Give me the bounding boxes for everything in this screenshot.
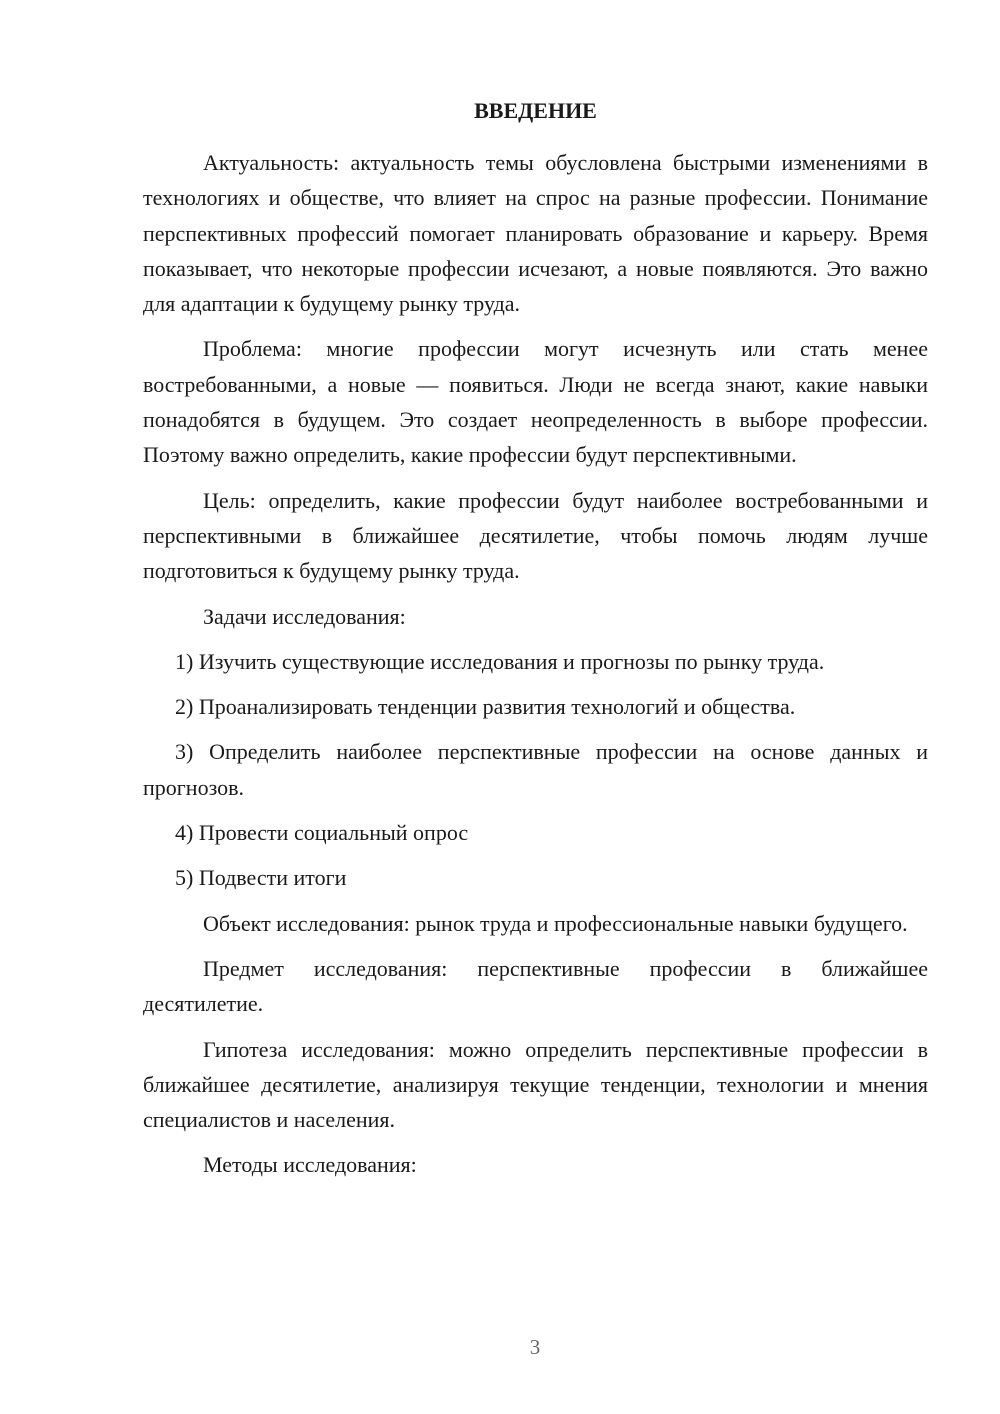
- task-item: 1) Изучить существующие исследования и прогнозы по рынку труда.: [175, 648, 825, 674]
- task-item: 5) Подвести итоги: [175, 865, 347, 891]
- task-item: 3) Определить наиболее перспективные профессии на основе данных и прогнозов.: [143, 739, 928, 800]
- paragraph-tasks-intro: Задачи исследования:: [203, 603, 406, 629]
- paragraph-object: Объект исследования: рынок труда и профессиональные навыки будущего.: [203, 910, 908, 936]
- paragraph-goal: Цель: определить, какие профессии будут наиболее востребованными и перспективными в ближайшее десятилетие, чтобы помочь людям лучше подготовиться к будущему рынку труда.: [143, 487, 928, 584]
- paragraph-subject: Предмет исследования: перспективные профессии в ближайшее десятилетие.: [143, 955, 928, 1017]
- section-heading: ВВЕДЕНИЕ: [474, 98, 597, 123]
- paragraph-relevance: Актуальность: актуальность темы обусловлена быстрыми изменениями в технологиях и обществе, что влияет на спрос на разные профессии. Понимание перспективных профессий помогает планировать образование и карьеру. Время показывает, что некоторые профессии исчезают, а новые появляются. Это важно для адаптации к будущему рынку труда.: [143, 150, 928, 317]
- task-item: 4) Провести социальный опрос: [175, 820, 469, 846]
- paragraph-problem: Проблема: многие профессии могут исчезнуть или стать менее востребованными, а новые — появиться. Люди не всегда знают, какие навыки понадобятся в будущем. Это создает неопределенность в выборе профессии. Поэтому важно определить, какие профессии будут перспективными.: [143, 336, 928, 468]
- task-item: 2) Проанализировать тенденции развития технологий и общества.: [175, 694, 796, 720]
- paragraph-methods: Методы исследования:: [203, 1152, 417, 1178]
- page-content: [143, 96, 928, 1183]
- paragraph-hypothesis: Гипотеза исследования: можно определить перспективные профессии в ближайшее десятилетие, анализируя текущие тенденции, технологии и мнения специалистов и населения.: [143, 1036, 928, 1133]
- page-number: 3: [529, 1335, 541, 1359]
